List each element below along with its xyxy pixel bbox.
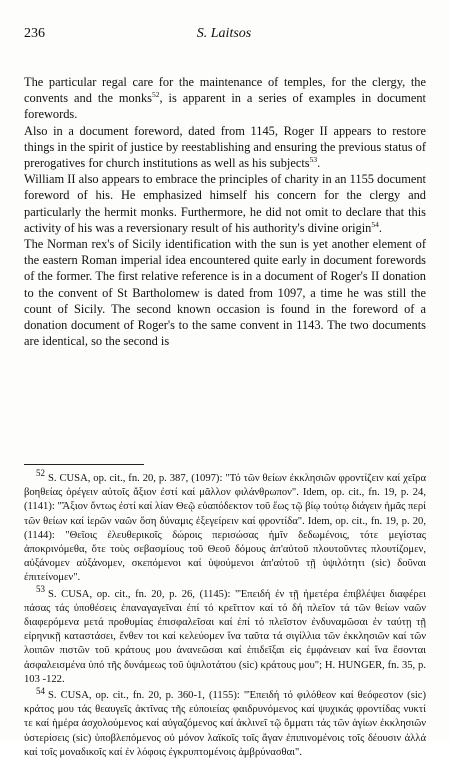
page-header (24, 26, 424, 44)
footnote-ref-53[interactable]: 53 (309, 154, 318, 164)
page-number: 236 (24, 26, 45, 41)
running-head: S. Laitsos (196, 26, 252, 41)
footnote-divider (24, 464, 144, 465)
footnote-text: S. CUSA, op. cit., fn. 20, p. 387, (1097): "Τό τῶν θείων ἐκκλησιῶν φροντίζειν καί χεῖρα βοηθείας ὀρέγειν αὐτοῖς ἄξιον ἐστί καί μᾶλλον φιλάνθρωπον". Idem, op. cit., fn. 19, p. 24, (1141): "Ἄξιον ὄντως ἐστί καί λίαν Θεῷ εὐαπόδεκτον τοῦ ἕως τῷ βίῳ τούτῳ διάγειν ἡμᾶς περί τῶν θείων καί ἱερῶν ναῶν ὅση δύναμις ἐξεγείρειν καί φροντίδα". Idem, op. cit., fn. 19, p. 20, (1144): "Θεῖοις ἐλευθερικοῖς δώροις περισώσας ἡμῖν δεδωμένοις, τότε μεγίστας ἀποκρινόμεθα, ὅτε τοὺς σεβασμίους τοῦ Θεοῦ δόμους ἀπ'αὐτοῦ πλουτοῦντες πλουτίζομεν, αὐξάνομεν αὐξάνομεν, σκεπόμενοι καί ὑψούμενοι ἀπ'αὐτοῦ τῇ ὑψιλότητι (sic) δοῦναι ἐπιτείνομεν". (24, 473, 426, 584)
paragraph-3: William II also appears to embrace the principles of charity in an 1155 document foreword of his. He emphasized himself his concern for the clergy and particularly the hermit monks. Furthermore, he did not omit to declare that this activity of his was a reversionary result of his authority's divine origin$^{54}$. (24, 172, 426, 235)
paragraph-4: The Norman rex's of Sicily identification with the sun is yet another element of the eastern Roman imperial idea encountered quite early in document forewords of the former. The first relative reference is in a document of Roger's II donation to the convent of St Bartholomew is dated from 1097, a time he was still the count of Sicily. The second known occasion is found in the foreword of a donation document of Roger's to the same convent in 1143. The two documents are identical, so the second is (24, 237, 426, 349)
footnote-54 (24, 685, 426, 760)
footnote-53 (24, 584, 426, 687)
footnote-number: 52 (36, 468, 45, 479)
footnote-number: 53 (36, 584, 45, 595)
footnote-ref-54[interactable]: 54 (371, 219, 379, 229)
paragraph-1: The particular regal care for the maintenance of temples, for the clergy, the convents and the monks$^{52}$, is apparent in a series of examples in document forewords. (24, 75, 426, 122)
footnote-text: S. CUSA, op. cit., fn. 20, p. 26, (1145): "Ἐπειδή ἐν τῇ ἡμετέρα ἐπιβλέψει διαφέρει πάσας τάς ὑποθέσεις ἐπαναγαγεῖναι ἐπί τό κρεῖττον καί τό δή πλεῖον τά τῶν θείων ναῶν διαφερόμενα μετά προθυμίας ἐπισφαλεῖσαι καί ἐπί τό πλεῖστον ἐνδυναμῶσαι ἐν ταύτῃ τῇ εἰρηνικῇ καταστάσει, ἔνθεν τοι καί κελεύομεν ἵνα ταῦτα τά σιγίλλια τῶν ἐκκλησιῶν καί τῶν λοιπῶν πιστῶν τοῦ κράτους μου ἀνανεῶσαι καί ἐπιδεῖξαι εἰς ἐμφάνειαν καί ἵνα ἔσονται ἀσφαλεισμένα ὑπό τῆς δυνάμεως τοῦ ὑψιλοτάτου (sic) κράτους μου"; H. HUNGER, fn. 35, p. 103 -122. (24, 588, 426, 685)
footnote-text: S. CUSA, op. cit., fn. 20, p. 360-1, (1155): "Ἐπειδή τό φιλόθεον καί θεόφεστον (sic) κράτος μου τάς θεαυγεῖς ἀκτῖνας τῆς εὐποιείας φαιδρυνόμενος καί ψυχικάς φροντίδας νυκτί τε καί ἡμέρα ἀσχολούμενος καί αὐγαζόμενος καί ἀκλινεῖ τῷ ὄμματι τάς τῶν ἁγίων ἐκκλησιῶν ὑστερίσεις (sic) ὑποβλεπόμενος οὐ μόνον λαϊκοῖς τοῖς ἄγαν ἐπιπινομένοις τοῖς δέουσιν ἀλλά καί τοῖς μοναδικοῖς καί ἐν λόφοις ἐγκρυπτομένοις ἀμβρύνασθαι". (24, 690, 426, 758)
footnote-52 (24, 468, 426, 586)
footnotes (24, 468, 426, 762)
footnote-number: 54 (36, 685, 45, 696)
body-text (24, 74, 426, 349)
paragraph-2: Also in a document foreword, dated from 1145, Roger II appears to restore things in the spirit of justice by reestablishing and ensuring the previous status of prerogatives for church institutions as well as his subjects$^{53}$. (24, 123, 426, 171)
footnote-ref-52[interactable]: 52 (151, 90, 160, 100)
